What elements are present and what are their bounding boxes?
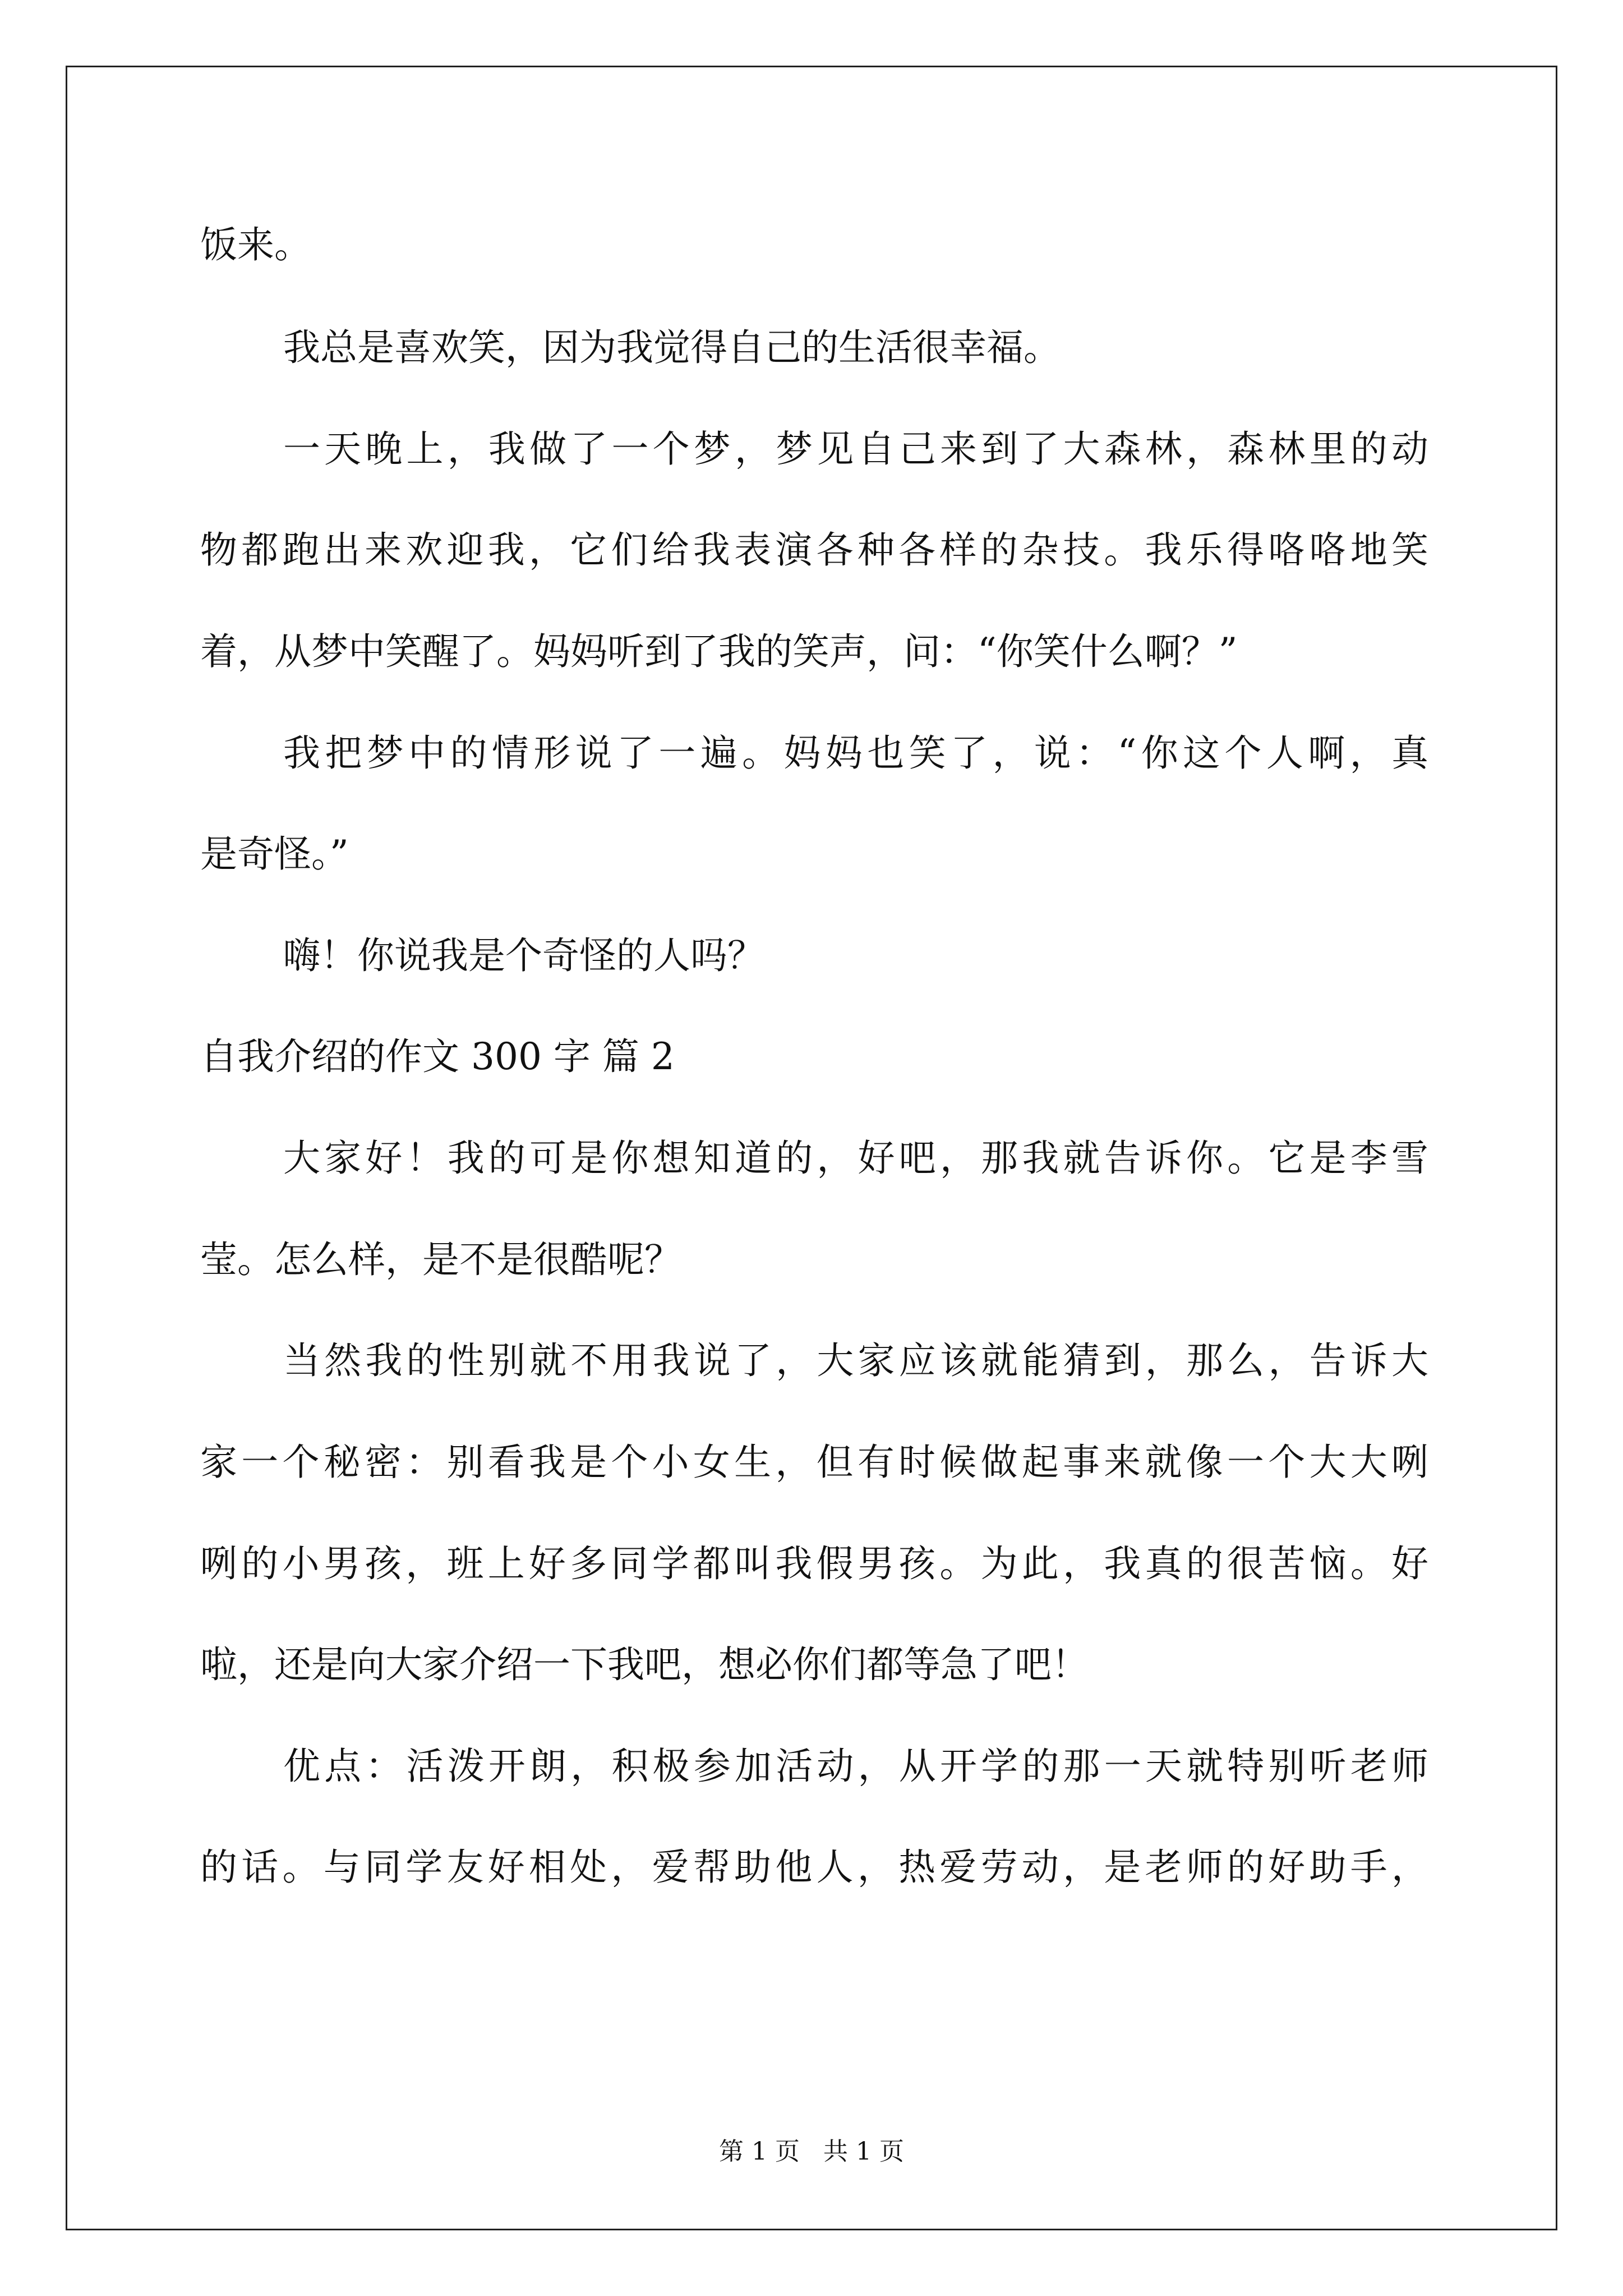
text-line: 我把梦中的情形说了一遍。妈妈也笑了，说：“你这个人啊，真 [283, 731, 1428, 775]
text-line: 啦，还是向大家介绍一下我吧，想必你们都等急了吧！ [200, 1643, 1089, 1686]
text-line: 家一个秘密：别看我是个小女生，但有时候做起事来就像一个大大咧 [200, 1441, 1428, 1484]
text-line: 着，从梦中笑醒了。妈妈听到了我的笑声，问：“你笑什么啊？” [200, 630, 1238, 673]
text-line: 当然我的性别就不用我说了，大家应该就能猜到，那么，告诉大 [283, 1339, 1428, 1382]
text-line: 嗨！你说我是个奇怪的人吗？ [283, 934, 764, 977]
text-line: 大家好！我的可是你想知道的，好吧，那我就告诉你。它是李雪 [283, 1137, 1428, 1180]
page-footer: 第 1 页 共 1 页 [719, 2137, 904, 2166]
text-line: 物都跑出来欢迎我，它们给我表演各种各样的杂技。我乐得咯咯地笑 [200, 528, 1428, 572]
text-line: 优点：活泼开朗，积极参加活动，从开学的那一天就特别听老师 [283, 1745, 1428, 1788]
section-heading: 自我介绍的作文 300 字 篇 2 [200, 1035, 675, 1078]
text-line: 咧的小男孩，班上好多同学都叫我假男孩。为此，我真的很苦恼。好 [200, 1542, 1428, 1585]
text-line: 莹。怎么样，是不是很酷呢？ [200, 1238, 681, 1281]
text-line: 我总是喜欢笑，因为我觉得自己的生活很幸福。 [283, 326, 1061, 369]
text-line: 饭来。 [200, 223, 311, 266]
text-line: 一天晚上，我做了一个梦，梦见自己来到了大森林，森林里的动 [283, 427, 1428, 471]
text-line: 是奇怪。” [200, 832, 349, 876]
text-line: 的话。与同学友好相处，爱帮助他人，热爱劳动，是老师的好助手， [200, 1846, 1428, 1889]
